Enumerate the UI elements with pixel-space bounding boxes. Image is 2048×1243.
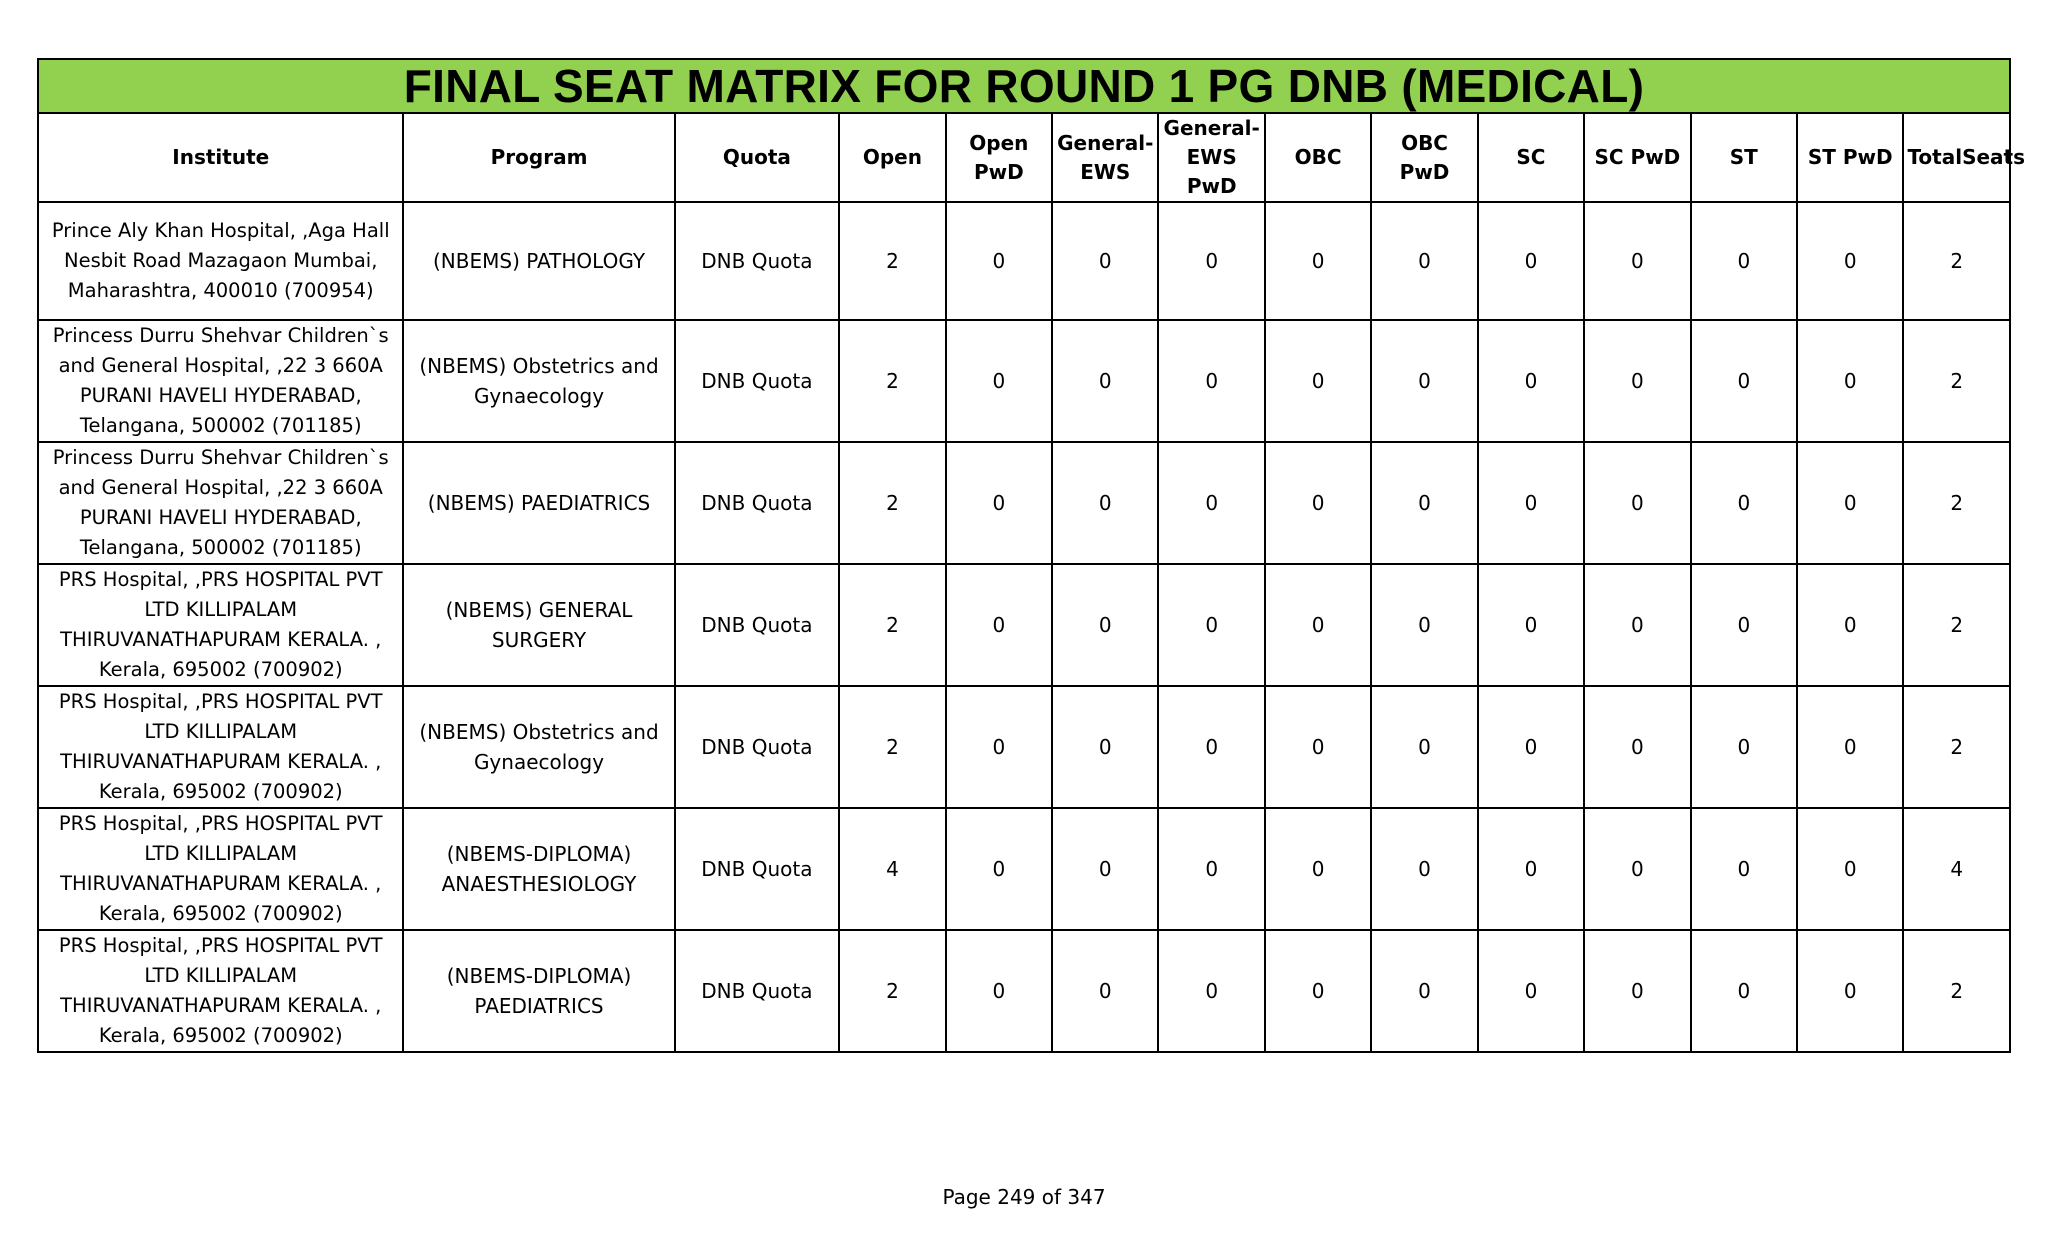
seat-count-cell: 0 <box>1797 442 1903 564</box>
seat-count-cell: 2 <box>839 686 945 808</box>
program-cell: (NBEMS-DIPLOMA) ANAESTHESIOLOGY <box>403 808 674 930</box>
column-header: Open <box>839 113 945 202</box>
seat-count-cell: 0 <box>1691 442 1797 564</box>
seat-count-cell: 2 <box>1903 442 2010 564</box>
column-header: ST PwD <box>1797 113 1903 202</box>
seat-count-cell: 0 <box>1158 442 1264 564</box>
table-row <box>38 442 2010 564</box>
quota-cell: DNB Quota <box>675 686 840 808</box>
column-header: General-EWS <box>1052 113 1158 202</box>
table-row <box>38 808 2010 930</box>
seat-count-cell: 0 <box>1797 564 1903 686</box>
column-header: OBC <box>1265 113 1371 202</box>
seat-count-cell: 0 <box>1052 808 1158 930</box>
seat-count-cell: 0 <box>1478 930 1584 1052</box>
seat-count-cell: 0 <box>1371 808 1477 930</box>
seat-count-cell: 0 <box>946 320 1052 442</box>
seat-count-cell: 0 <box>1371 930 1477 1052</box>
column-header: SC PwD <box>1584 113 1690 202</box>
institute-cell: Princess Durru Shehvar Children`s and General Hospital, ,22 3 660A PURANI HAVELI HYDERABAD, Telangana, 500002 (701185) <box>38 442 403 564</box>
seat-count-cell: 0 <box>1478 202 1584 320</box>
column-header: Program <box>403 113 674 202</box>
page-title: FINAL SEAT MATRIX FOR ROUND 1 PG DNB (MEDICAL) <box>38 59 2010 113</box>
seat-count-cell: 0 <box>1371 442 1477 564</box>
seat-count-cell: 0 <box>946 442 1052 564</box>
seat-count-cell: 0 <box>1478 686 1584 808</box>
seat-count-cell: 0 <box>1691 202 1797 320</box>
column-header: Quota <box>675 113 840 202</box>
seat-count-cell: 0 <box>1158 686 1264 808</box>
seat-count-cell: 0 <box>946 202 1052 320</box>
quota-cell: DNB Quota <box>675 564 840 686</box>
seat-count-cell: 0 <box>1265 442 1371 564</box>
seat-count-cell: 0 <box>1478 442 1584 564</box>
table-row <box>38 686 2010 808</box>
seat-count-cell: 4 <box>839 808 945 930</box>
seat-count-cell: 0 <box>1265 930 1371 1052</box>
seat-count-cell: 0 <box>1584 442 1690 564</box>
institute-cell: Prince Aly Khan Hospital, ,Aga Hall Nesbit Road Mazagaon Mumbai, Maharashtra, 400010 (700954) <box>38 202 403 320</box>
page-number: Page 249 of 347 <box>942 1185 1106 1209</box>
seat-count-cell: 2 <box>1903 202 2010 320</box>
seat-count-cell: 0 <box>1265 320 1371 442</box>
program-cell: (NBEMS) Obstetrics and Gynaecology <box>403 320 674 442</box>
seat-count-cell: 0 <box>1584 686 1690 808</box>
seat-count-cell: 0 <box>1371 564 1477 686</box>
table-row <box>38 564 2010 686</box>
seat-count-cell: 0 <box>1052 564 1158 686</box>
seat-count-cell: 0 <box>1797 686 1903 808</box>
seat-count-cell: 0 <box>1052 930 1158 1052</box>
seat-count-cell: 0 <box>946 686 1052 808</box>
seat-count-cell: 2 <box>839 202 945 320</box>
table-body <box>38 202 2010 1052</box>
seat-count-cell: 0 <box>1158 808 1264 930</box>
column-header: OBC PwD <box>1371 113 1477 202</box>
program-cell: (NBEMS) GENERAL SURGERY <box>403 564 674 686</box>
seat-count-cell: 0 <box>1584 808 1690 930</box>
seat-count-cell: 2 <box>839 442 945 564</box>
seat-count-cell: 2 <box>839 320 945 442</box>
seat-count-cell: 0 <box>1052 202 1158 320</box>
column-header: Open PwD <box>946 113 1052 202</box>
institute-cell: PRS Hospital, ,PRS HOSPITAL PVT LTD KILLIPALAM THIRUVANATHAPURAM KERALA. , Kerala, 695002 (700902) <box>38 686 403 808</box>
seat-count-cell: 0 <box>1371 686 1477 808</box>
seat-count-cell: 0 <box>1158 320 1264 442</box>
seat-count-cell: 2 <box>1903 320 2010 442</box>
seat-count-cell: 0 <box>946 930 1052 1052</box>
table-row <box>38 930 2010 1052</box>
seat-count-cell: 0 <box>1371 202 1477 320</box>
seat-count-cell: 0 <box>1052 442 1158 564</box>
seat-count-cell: 2 <box>1903 930 2010 1052</box>
seat-count-cell: 0 <box>1584 320 1690 442</box>
seat-count-cell: 0 <box>1797 320 1903 442</box>
seat-count-cell: 0 <box>1158 930 1264 1052</box>
institute-cell: Princess Durru Shehvar Children`s and General Hospital, ,22 3 660A PURANI HAVELI HYDERABAD, Telangana, 500002 (701185) <box>38 320 403 442</box>
column-header: General-EWS PwD <box>1158 113 1264 202</box>
institute-cell: PRS Hospital, ,PRS HOSPITAL PVT LTD KILLIPALAM THIRUVANATHAPURAM KERALA. , Kerala, 695002 (700902) <box>38 564 403 686</box>
column-header: Institute <box>38 113 403 202</box>
seat-count-cell: 0 <box>946 564 1052 686</box>
seat-count-cell: 0 <box>1052 320 1158 442</box>
seat-count-cell: 2 <box>1903 564 2010 686</box>
seat-count-cell: 0 <box>1584 930 1690 1052</box>
column-header: SC <box>1478 113 1584 202</box>
seat-count-cell: 0 <box>1158 202 1264 320</box>
seat-count-cell: 0 <box>1052 686 1158 808</box>
column-header: TotalSeats <box>1903 113 2010 202</box>
quota-cell: DNB Quota <box>675 202 840 320</box>
seat-count-cell: 2 <box>839 930 945 1052</box>
seat-count-cell: 0 <box>1478 808 1584 930</box>
program-cell: (NBEMS-DIPLOMA) PAEDIATRICS <box>403 930 674 1052</box>
program-cell: (NBEMS) Obstetrics and Gynaecology <box>403 686 674 808</box>
seat-count-cell: 2 <box>839 564 945 686</box>
seat-count-cell: 0 <box>1691 808 1797 930</box>
institute-cell: PRS Hospital, ,PRS HOSPITAL PVT LTD KILLIPALAM THIRUVANATHAPURAM KERALA. , Kerala, 695002 (700902) <box>38 930 403 1052</box>
quota-cell: DNB Quota <box>675 930 840 1052</box>
seat-matrix-table <box>37 58 2026 1053</box>
institute-cell: PRS Hospital, ,PRS HOSPITAL PVT LTD KILLIPALAM THIRUVANATHAPURAM KERALA. , Kerala, 695002 (700902) <box>38 808 403 930</box>
seat-count-cell: 0 <box>1371 320 1477 442</box>
seat-count-cell: 0 <box>1691 564 1797 686</box>
seat-count-cell: 0 <box>1797 202 1903 320</box>
program-cell: (NBEMS) PATHOLOGY <box>403 202 674 320</box>
quota-cell: DNB Quota <box>675 320 840 442</box>
seat-count-cell: 0 <box>1158 564 1264 686</box>
seat-count-cell: 0 <box>1478 564 1584 686</box>
seat-count-cell: 0 <box>1584 202 1690 320</box>
program-cell: (NBEMS) PAEDIATRICS <box>403 442 674 564</box>
seat-count-cell: 0 <box>1691 930 1797 1052</box>
seat-count-cell: 0 <box>1797 930 1903 1052</box>
seat-count-cell: 0 <box>1265 686 1371 808</box>
seat-count-cell: 2 <box>1903 686 2010 808</box>
seat-count-cell: 0 <box>1265 564 1371 686</box>
seat-count-cell: 0 <box>1691 320 1797 442</box>
seat-count-cell: 0 <box>1797 808 1903 930</box>
seat-count-cell: 0 <box>1691 686 1797 808</box>
table-row <box>38 320 2010 442</box>
quota-cell: DNB Quota <box>675 442 840 564</box>
table-row <box>38 202 2010 320</box>
seat-count-cell: 0 <box>1478 320 1584 442</box>
seat-count-cell: 0 <box>946 808 1052 930</box>
column-header: ST <box>1691 113 1797 202</box>
column-header-row <box>38 113 2010 202</box>
quota-cell: DNB Quota <box>675 808 840 930</box>
seat-count-cell: 0 <box>1265 808 1371 930</box>
seat-count-cell: 0 <box>1265 202 1371 320</box>
seat-count-cell: 4 <box>1903 808 2010 930</box>
seat-count-cell: 0 <box>1584 564 1690 686</box>
